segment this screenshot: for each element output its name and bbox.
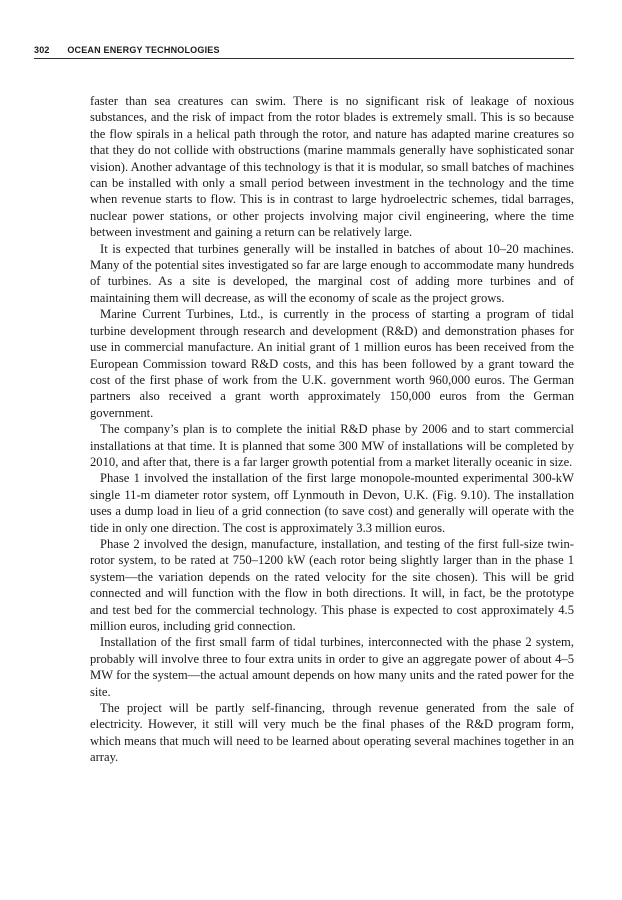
paragraph: It is expected that turbines generally will be installed in batches of about 10–20 machines. Many of the potential sites investigated so far are large enough to accommodate many hundreds of turbines. As a site is developed, the marginal cost of adding more turbines and of maintaining them will decrease, as will the economy of scale as the project grows. — [90, 241, 574, 305]
page-number: 302 — [34, 45, 50, 55]
paragraph: Phase 2 involved the design, manufacture, installation, and testing of the first full-size twin-rotor system, to be rated at 750–1200 kW (each rotor being slightly larger than in the phase 1 system—the variation depends on the rated velocity for the site chosen). This will be grid connected and will function with the flow in both directions. It will, in fact, be the prototype and test bed for the commercial technology. This phase is expected to cost approximately 4.5 million euros, including grid connection. — [90, 536, 574, 633]
paragraph: Marine Current Turbines, Ltd., is currently in the process of starting a program of tidal turbine development through research and development (R&D) and demonstration phases for use in commercial manufacture. An initial grant of 1 million euros has been received from the European Commission toward R&D costs, and this has been followed by a grant toward the cost of the first phase of work from the U.K. government worth 960,000 euros. The German partners also received a grant worth approximately 150,000 euros from the German government. — [90, 307, 574, 420]
paragraph: Installation of the first small farm of tidal turbines, interconnected with the phase 2 system, probably will involve three to four extra units in order to give an aggregate power of about 4–5 MW for the system—the actual amount depends on how many units and the rated power for the site. — [90, 635, 574, 699]
paragraph-continued: faster than sea creatures can swim. There is no significant risk of leakage of noxious substances, and the risk of impact from the rotor blades is extremely small. This is so because the flow spirals in a helical path through the rotor, and nature has adapted marine creatures so that they do not collide with obstructions (marine mammals generally have sophisticated sonar vision). Another advantage of this technology is that it is modular, so small batches of machines can be installed with only a small period between investment in the technology and the time when revenue starts to flow. This is in contrast to large hydroelectric schemes, tidal barrages, nuclear power stations, or other projects involving major civil engineering, where the time between investment and gaining a return can be relatively large. — [90, 94, 574, 240]
paragraph: Phase 1 involved the installation of the first large monopole-mounted experimental 300-kW single 11-m diameter rotor system, off Lynmouth in Devon, U.K. (Fig. 9.10). The installation uses a dump load in lieu of a grid connection (to save cost) and generally will operate with the tide in only one direction. The cost is approximately 3.3 million euros. — [90, 471, 574, 535]
paragraph: The company’s plan is to complete the initial R&D phase by 2006 and to start commercial installations at that time. It is planned that some 300 MW of installations will be completed by 2010, and after that, there is a far larger growth potential from a market literally oceanic in size. — [90, 422, 574, 469]
running-head — [34, 44, 574, 59]
paragraph: The project will be partly self-financing, through revenue generated from the sale of electricity. However, it still will very much be the final phases of the R&D program form, which means that much will need to be learned about operating several machines together in an array. — [90, 701, 574, 765]
chapter-title: OCEAN ENERGY TECHNOLOGIES — [67, 45, 220, 55]
body-text — [90, 93, 574, 766]
